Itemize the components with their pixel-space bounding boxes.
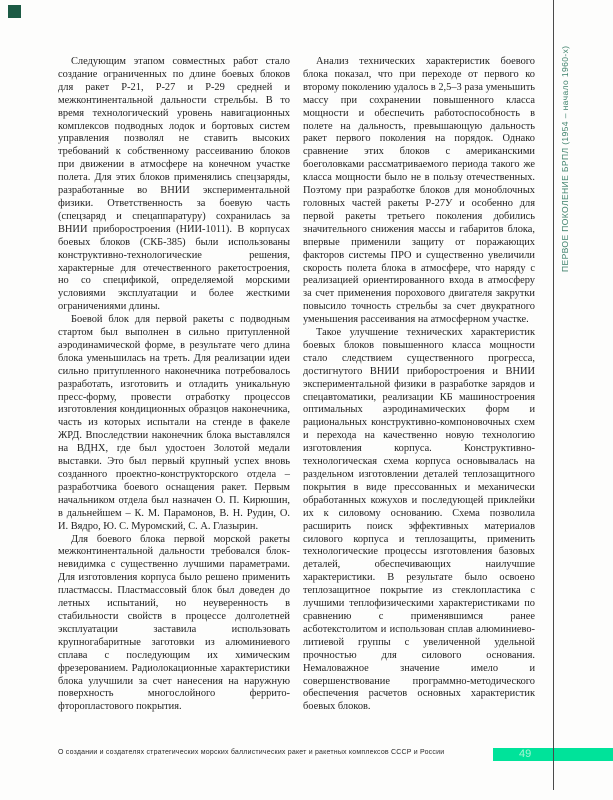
sidebar-chapter-label: ПЕРВОЕ ПОКОЛЕНИЕ БРПЛ (1954 – начало 1960-х) [560,45,570,272]
left-column [58,56,290,714]
paragraph: Следующим этапом совместных работ стало создание ограниченных по длине боевых блоков для ракет Р-21, Р-27 и Р-29 средней и межконтинентальной дальности стрельбы. В то время технологический уровень навигационных комплексов подводных лодок и бортовых систем управления позволял не ставить высоких требований к собственному рассеиванию блоков при движении в атмосфере на конечном участке полета. Для этих блоков применялись спецзаряды, разработанные во ВНИИ экспериментальной физики. Ответственность за боевую часть (спецзаряд и спецаппаратуру) сохранилась за ВНИИ приборостроения (НИИ-1011). В корпусах боевых блоков (СКБ-385) были использованы конструктивно-технологические решения, характерные для отечественного ракетостроения, но со спецификой, определяемой морскими условиями эксплуатации и более жесткими ограничениями длины. [58,56,290,313]
sidebar-divider-line [553,0,554,790]
paragraph: Такое улучшение технических характеристик боевых блоков повышенного класса мощности стало следствием существенного прогресса, достигнутого ВНИИ приборостроения и ВНИИ экспериментальной физики в разработке зарядов и спецавтоматики, реализации КБ машиностроения оптимальных аэродинамических форм и рациональных конструктивно-компоновочных схем и перехода на качественно новую технологию изготовления корпуса. Конструктивно-технологическая схема корпуса основывалась на раздельном изготовлении деталей теплозащитного покрытия в виде прессованных и механически обработанных кожухов и последующей приклейки их к силовому основанию. Схема позволила расширить поиск эффективных материалов силового корпуса и теплозащиты, применить технологические процессы изготовления базовых деталей, обеспечивающих наилучшие характеристики. В результате было освоено теплозащитное покрытие из стеклопластика с лучшими теплофизическими характеристиками по сравнению с применявшимся ранее асботекстолитом и использован сплав алюминиево-литиевой группы с увеличенной удельной прочностью для силового основания. Немаловажное значение имело и совершенствование программно-методического обеспечения расчетов основных характеристик боевых блоков. [303,327,535,713]
paragraph: Для боевого блока первой морской ракеты межконтинентальной дальности требовался блок-невидимка с существенно лучшими параметрами. Для изготовления корпуса было решено применить пластмассы. Пластмассовый блок был доведен до летных испытаний, но неуверенность в стабильности свойств в процессе долголетней эксплуатации заставила использовать крупногабаритные заготовки из алюминиевого сплава с последующим их химическим фрезерованием. Радиолокационные характеристики блока улучшили за счет нанесения на наружную поверхность многослойного феррито-фторопластового покрытия. [58,533,290,713]
corner-mark [8,5,21,18]
page-number: 49 [519,748,532,760]
text-columns [58,56,535,714]
paragraph: Боевой блок для первой ракеты с подводным стартом был выполнен в сильно притупленной аэродинамической форме, в результате чего длина блока уменьшилась на треть. Для реализации идеи сильно притупленного наконечника потребовалось разработать, изготовить и отладить уникальную пресс-форму, провести отработку процессов изготовления кондиционных образцов наконечника, часть из которых испытали на стенде в факеле ЖРД. Впоследствии наконечник блока выставлялся на ВДНХ, где был удостоен Золотой медали выставки. Это был первый крупный успех вновь созданного проектно-конструкторского отдела – разработчика боевого оснащения ракет. Первым начальником отдела был назначен О. П. Кирюшин, в дальнейшем – К. М. Парамонов, В. Н. Рудин, О. И. Вядро, Ю. С. Муромский, С. А. Глазырин. [58,314,290,532]
footer-book-title: О создании и создателях стратегических морских баллистических ракет и ракетных комплексов СССР и России [58,749,445,756]
paragraph: Анализ технических характеристик боевого блока показал, что при переходе от первого ко второму поколению удалось в 2,5–3 раза уменьшить массу при сохранении повышенного класса мощности и обеспечить работоспособность в полете на дальность, превышающую дальность ракет первого поколения на порядок. Однако сравнение этих блоков с американскими боеголовками рассматриваемого периода такого же класса мощности было не в пользу отечественных. Поэтому при разработке блоков для моноблочных головных частей ракеты Р-27У и особенно для первой ракеты третьего поколения добились значительного снижения массы и габаритов блока, впервые применили защиту от поражающих факторов системы ПРО и существенно увеличили скорость полета блока в атмосфере, что наряду с реализацией ориентированного входа в атмосферу за счет применения порохового двигателя закрутки повысило точность стрельбы за счет двукратного уменьшения рассеивания на атмосферном участке. [303,56,535,326]
right-column [303,56,535,714]
